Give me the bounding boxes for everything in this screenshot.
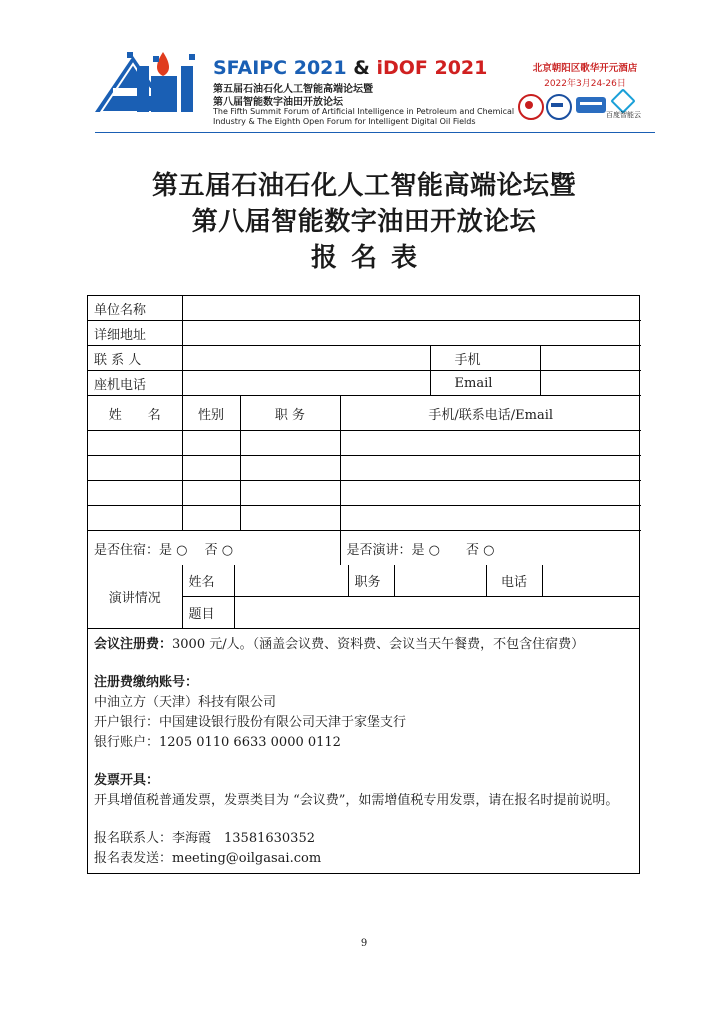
title-line2: 第八届智能数字油田开放论坛: [191, 207, 537, 237]
company-name: 中油立方（天津）科技有限公司: [94, 695, 277, 710]
fee-paragraph: [94, 635, 633, 655]
attendee-2-name[interactable]: [88, 456, 182, 481]
attendee-2-contact[interactable]: [340, 456, 641, 481]
label-speech-info: 演讲情况: [88, 565, 182, 628]
sponsor-logos: [516, 92, 656, 122]
attendee-1-contact[interactable]: [340, 431, 641, 456]
attendee-4-contact[interactable]: [340, 506, 641, 531]
conference-title: [213, 57, 487, 79]
attendee-4-name[interactable]: [88, 506, 182, 531]
attendee-3-position[interactable]: [240, 481, 340, 506]
venue: 北京朝阳区歌华开元酒店: [532, 63, 638, 74]
account-number: 银行账户：1205 0110 6633 0000 0112: [94, 735, 341, 750]
col-header-position: 职 务: [240, 396, 340, 431]
input-address[interactable]: [182, 321, 641, 346]
header-divider: [95, 132, 655, 133]
aipi-logo: [93, 48, 205, 116]
attendee-2-position[interactable]: [240, 456, 340, 481]
account-label: 注册费缴纳账号：: [94, 675, 199, 690]
label-speech-position: 职务: [348, 565, 394, 597]
aipi-logo-graphic: [93, 48, 205, 116]
input-speech-phone[interactable]: [542, 565, 639, 597]
title-idof: iDOF 2021: [376, 57, 488, 79]
contact-person: 报名联系人：李海霞 13581630352: [94, 831, 315, 846]
title-line1: 第五届石油石化人工智能高端论坛暨: [151, 171, 576, 201]
col-header-contact: 手机/联系电话/Email: [340, 396, 641, 431]
label-speech-phone: 电话: [486, 565, 542, 597]
label-landline: 座机电话: [88, 371, 182, 396]
input-speech-topic[interactable]: [234, 597, 639, 629]
label-unit-name: 单位名称: [88, 296, 182, 321]
sponsor-badge-icon: [576, 97, 606, 113]
title-line3: 报名表: [310, 243, 431, 273]
registration-notes: [88, 628, 639, 873]
attendee-3-gender[interactable]: [182, 481, 240, 506]
col-header-gender: 性别: [182, 396, 240, 431]
send-to-email: 报名表发送：meeting@oilgasai.com: [94, 851, 322, 866]
input-email[interactable]: [540, 371, 641, 396]
label-speech-name: 姓名: [182, 565, 234, 597]
label-mobile: 手机: [430, 346, 540, 371]
label-address: 详细地址: [88, 321, 182, 346]
title-amp: &: [353, 57, 370, 79]
sponsor-emblem-icon: [546, 94, 572, 120]
input-speech-position[interactable]: [394, 565, 486, 597]
fee-label: 会议注册费：: [94, 637, 173, 652]
label-speech-topic: 题目: [182, 597, 234, 629]
col-header-name: 姓 名: [88, 396, 182, 431]
form-title: [0, 168, 728, 276]
input-contact[interactable]: [182, 346, 430, 371]
cnpc-emblem-icon: [518, 94, 544, 120]
bank-name: 开户银行：中国建设银行股份有限公司天津于家堡支行: [94, 715, 407, 730]
input-landline[interactable]: [182, 371, 430, 396]
baidu-cloud-label: 百度智能云: [606, 111, 641, 119]
registration-form: [87, 295, 640, 874]
invoice-text: 开具增值税普通发票，发票类目为 “会议费”，如需增值税专用发票，请在报名时提前说明。: [94, 793, 619, 808]
attendee-1-name[interactable]: [88, 431, 182, 456]
page-number: 9: [360, 938, 368, 949]
form-table: [88, 296, 641, 565]
header-cn-line1: 第五届石油石化人工智能高端论坛暨: [213, 84, 373, 95]
header-en-line2: Industry & The Eighth Open Forum for Intelligent Digital Oil Fields: [213, 117, 476, 126]
title-sfaipc: SFAIPC 2021: [213, 57, 347, 79]
attendee-4-gender[interactable]: [182, 506, 240, 531]
input-speech-name[interactable]: [234, 565, 348, 597]
label-email: Email: [430, 371, 540, 396]
event-date: 2022年3月24-26日: [544, 79, 626, 89]
lodging-choice[interactable]: 是否住宿：是 ○ 否 ○: [88, 531, 340, 566]
input-mobile[interactable]: [540, 346, 641, 371]
header-en-line1: The Fifth Summit Forum of Artificial Intelligence in Petroleum and Chemical: [213, 107, 515, 116]
attendee-3-name[interactable]: [88, 481, 182, 506]
header-cn-line2: 第八届智能数字油田开放论坛: [213, 97, 343, 108]
fee-text: 3000 元/人。（涵盖会议费、资料费、会议当天午餐费，不包含住宿费）: [172, 637, 585, 652]
speech-choice[interactable]: 是否演讲：是 ○ 否 ○: [340, 531, 641, 566]
attendee-1-gender[interactable]: [182, 431, 240, 456]
attendee-4-position[interactable]: [240, 506, 340, 531]
attendee-3-contact[interactable]: [340, 481, 641, 506]
label-contact: 联 系 人: [88, 346, 182, 371]
invoice-label: 发票开具：: [94, 773, 160, 788]
attendee-2-gender[interactable]: [182, 456, 240, 481]
attendee-1-position[interactable]: [240, 431, 340, 456]
speech-table: [88, 565, 639, 628]
input-unit-name[interactable]: [182, 296, 641, 321]
page-header: [0, 0, 728, 140]
